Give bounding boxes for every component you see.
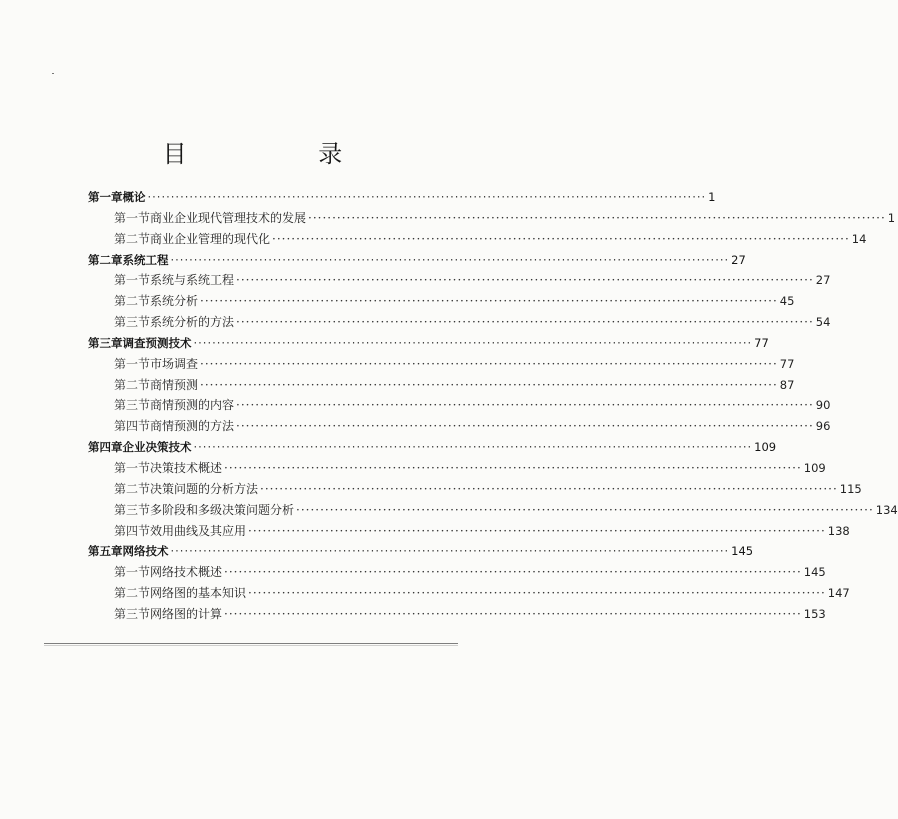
section-title: 多阶段和多级决策问题分析: [150, 502, 295, 517]
dot-leader: ························································································································: [236, 273, 814, 288]
section-number: 第二节: [114, 294, 151, 309]
page-number: 109: [754, 440, 777, 455]
dot-leader: ························································································································: [272, 231, 850, 246]
toc-section-entry: [88, 604, 826, 625]
toc-section-entry: [88, 416, 831, 437]
dot-leader: ························································································································: [200, 377, 778, 392]
toc-section-entry: [88, 208, 896, 229]
section-title: 商情预测: [150, 377, 199, 392]
chapter-title: 调查预测技术: [122, 335, 192, 350]
toc-section-entry: [88, 270, 831, 291]
section-number: 第四节: [114, 523, 151, 538]
section-number: 第三节: [114, 502, 151, 517]
toc-section-entry: [88, 583, 850, 604]
page-number: 27: [731, 252, 746, 267]
dot-leader: ························································································································: [236, 419, 814, 434]
chapter-number: 第一章: [88, 190, 123, 204]
dot-leader: ························································································································: [170, 252, 730, 267]
section-title: 商情预测的方法: [150, 419, 235, 434]
section-title: 系统分析的方法: [150, 315, 235, 330]
toc-section-entry: [88, 291, 795, 312]
toc-section-entry: [88, 395, 831, 416]
dot-leader: ························································································································: [224, 606, 802, 621]
chapter-title: 网络技术: [122, 544, 169, 559]
dot-leader: ························································································································: [308, 210, 886, 225]
page-number: 145: [731, 544, 754, 559]
section-number: 第一节: [114, 460, 151, 475]
toc-chapter-entry: [88, 541, 754, 562]
dot-leader: ························································································································: [260, 481, 838, 496]
toc-section-entry: [88, 479, 862, 500]
page-number: 87: [779, 377, 795, 392]
toc-chapter-entry: [88, 437, 777, 458]
page-number: 54: [815, 315, 831, 330]
page-number: 27: [815, 273, 831, 288]
toc-section-entry: [88, 500, 898, 521]
page-number: 138: [827, 523, 850, 538]
section-title: 系统分析: [150, 294, 199, 309]
toc-section-entry: [88, 521, 850, 542]
page-number: 96: [815, 419, 831, 434]
page-number: 134: [875, 502, 898, 517]
section-number: 第二节: [114, 481, 151, 496]
section-number: 第三节: [114, 606, 151, 621]
page-number: 77: [779, 356, 795, 371]
section-number: 第一节: [114, 565, 151, 580]
section-title: 网络图的基本知识: [150, 586, 247, 601]
toc-section-entry: [88, 375, 795, 396]
page-number: 147: [827, 586, 850, 601]
section-number: 第二节: [114, 586, 151, 601]
section-number: 第三节: [114, 398, 151, 413]
section-number: 第一节: [114, 356, 151, 371]
dot-leader: ························································································································: [193, 440, 753, 455]
section-title: 商业企业现代管理技术的发展: [150, 210, 307, 225]
dot-leader: ························································································································: [170, 544, 730, 559]
section-number: 第二节: [114, 377, 151, 392]
dot-leader: ························································································································: [200, 356, 778, 371]
page-number: 115: [839, 481, 862, 496]
scan-speck: [52, 73, 54, 74]
toc-section-entry: [88, 354, 795, 375]
dot-leader: ························································································································: [296, 502, 874, 517]
page-number: 45: [779, 294, 795, 309]
page-number: 1: [887, 210, 896, 225]
page-number: 109: [803, 460, 826, 475]
page-number: 153: [803, 606, 826, 621]
dot-leader: ························································································································: [236, 315, 814, 330]
chapter-title: 概论: [122, 190, 146, 204]
section-number: 第一节: [114, 210, 151, 225]
section-number: 第四节: [114, 419, 151, 434]
section-title: 商业企业管理的现代化: [150, 231, 271, 246]
section-number: 第三节: [114, 315, 151, 330]
page-number: 77: [754, 335, 769, 350]
toc-section-entry: [88, 229, 867, 250]
section-number: 第二节: [114, 231, 151, 246]
toc-section-entry: [88, 562, 826, 583]
page-number: 90: [815, 398, 831, 413]
page-title: 目 录: [162, 140, 405, 168]
section-number: 第一节: [114, 273, 151, 288]
toc-section-entry: [88, 312, 831, 333]
dot-leader: ························································································································: [248, 523, 826, 538]
dot-leader: ························································································································: [224, 460, 802, 475]
section-title: 商情预测的内容: [150, 398, 235, 413]
section-title: 效用曲线及其应用: [150, 523, 247, 538]
dot-leader: ························································································································: [147, 190, 707, 204]
page-number: 145: [803, 565, 826, 580]
chapter-number: 第三章: [88, 335, 123, 350]
section-title: 决策技术概述: [150, 460, 223, 475]
chapter-number: 第四章: [88, 440, 123, 455]
toc-chapter-entry: [88, 333, 769, 354]
toc-chapter-entry: [88, 250, 746, 271]
chapter-title: 企业决策技术: [122, 440, 192, 455]
section-title: 网络技术概述: [150, 565, 223, 580]
chapter-number: 第二章: [88, 252, 123, 267]
section-title: 系统与系统工程: [150, 273, 235, 288]
table-of-contents: [88, 187, 898, 625]
section-title: 决策问题的分析方法: [150, 481, 259, 496]
dot-leader: ························································································································: [224, 565, 802, 580]
page-number: 14: [851, 231, 867, 246]
chapter-title: 系统工程: [122, 252, 169, 267]
bottom-rule: [44, 643, 458, 644]
toc-section-entry: [88, 458, 826, 479]
page-number: 1: [708, 190, 716, 204]
dot-leader: ························································································································: [236, 398, 814, 413]
dot-leader: ························································································································: [193, 335, 753, 350]
chapter-number: 第五章: [88, 544, 123, 559]
dot-leader: ························································································································: [248, 586, 826, 601]
section-title: 市场调查: [150, 356, 199, 371]
section-title: 网络图的计算: [150, 606, 223, 621]
dot-leader: ························································································································: [200, 294, 778, 309]
toc-chapter-entry: [88, 187, 716, 208]
